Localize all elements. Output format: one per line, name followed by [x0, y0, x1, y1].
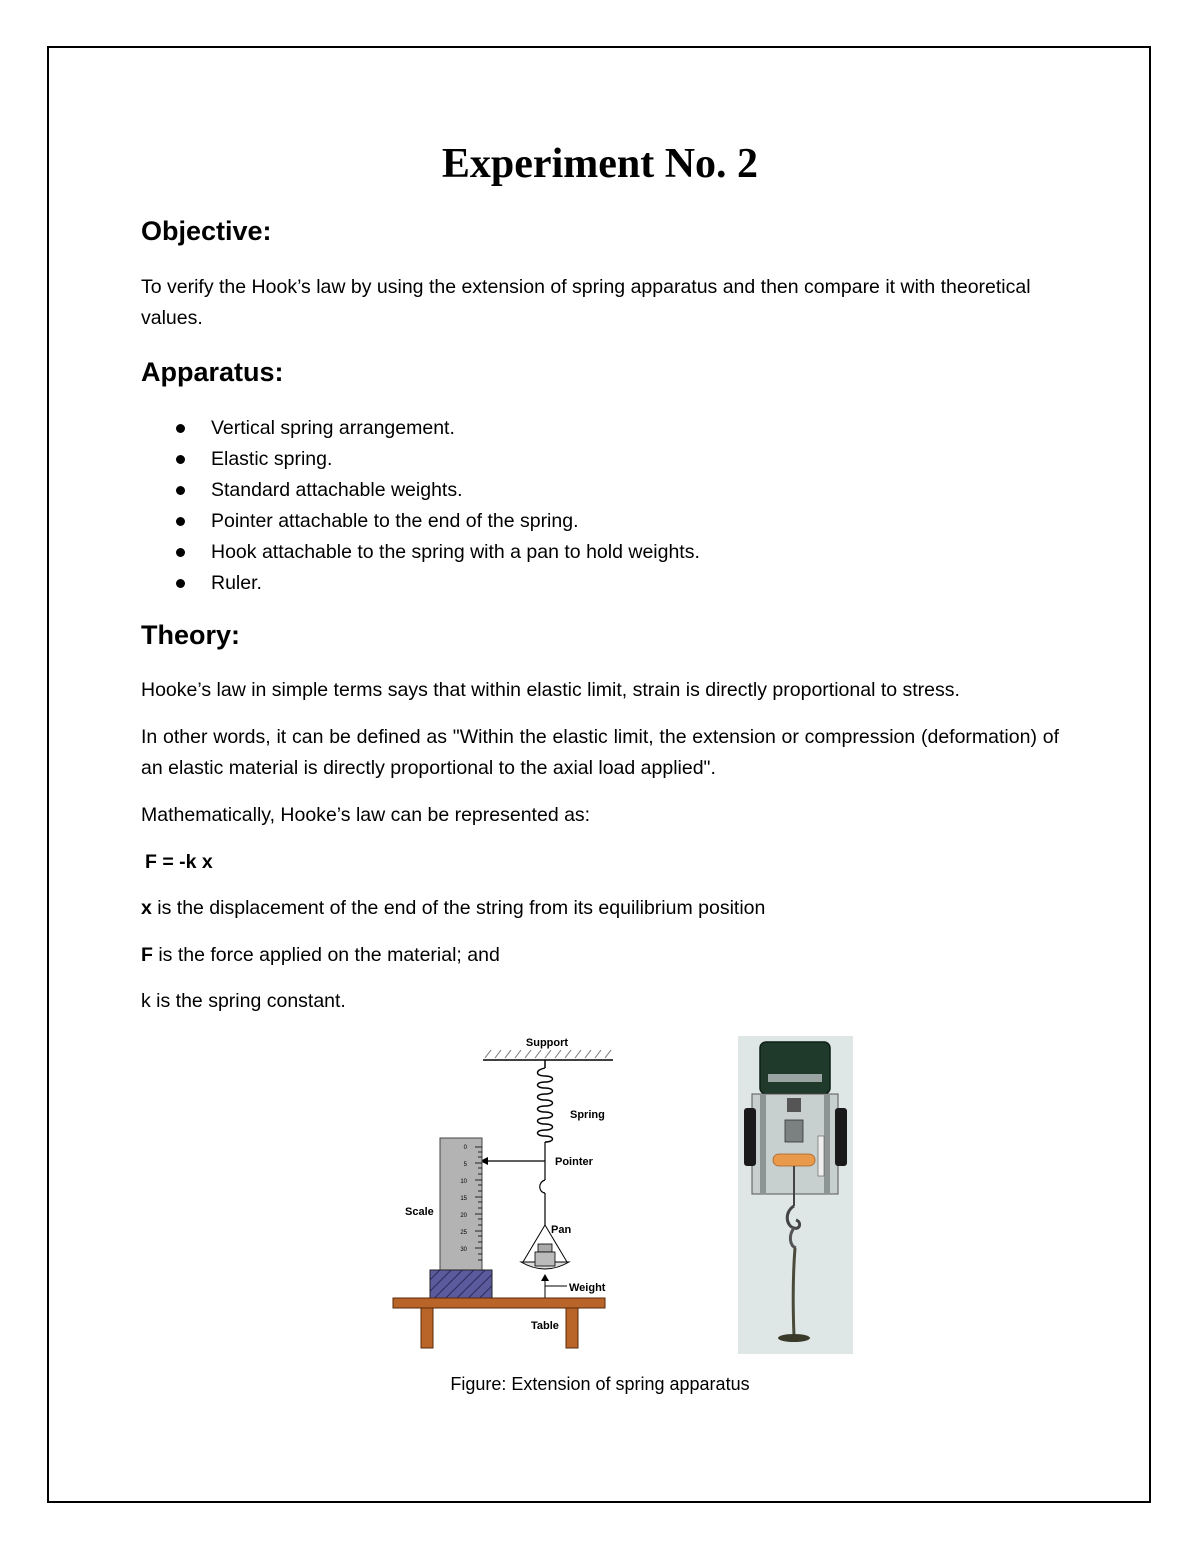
support-hatching — [485, 1050, 611, 1058]
symbol-x: x — [141, 897, 152, 919]
definition-f — [141, 940, 1059, 971]
apparatus-item: Vertical spring arrangement. — [141, 413, 700, 444]
apparatus-item: Pointer attachable to the end of the spring. — [141, 506, 700, 537]
apparatus-item: Elastic spring. — [141, 444, 700, 475]
definition-f-text: is the force applied on the material; and — [152, 944, 500, 966]
theory-heading: Theory: — [141, 620, 241, 650]
objective-heading: Objective: — [141, 216, 272, 246]
page-title: Experiment No. 2 — [441, 141, 759, 187]
spring-schematic — [385, 1030, 625, 1360]
scale-base — [430, 1270, 492, 1298]
scale-tick-label: 5 — [463, 1162, 467, 1168]
figure-caption: Figure: Extension of spring apparatus — [450, 1374, 750, 1394]
apparatus-item: Hook attachable to the spring with a pan to hold weights. — [141, 537, 700, 568]
label-weight: Weight — [569, 1282, 606, 1294]
table-top — [393, 1298, 605, 1308]
label-support: Support — [525, 1037, 569, 1049]
label-spring: Spring — [570, 1109, 605, 1121]
theory-paragraph-3: Mathematically, Hooke’s law can be represented as: — [141, 804, 591, 826]
apparatus-heading: Apparatus: — [141, 357, 284, 387]
table-leg — [566, 1308, 578, 1348]
objective-text: To verify the Hook’s law by using the extension of spring apparatus and then compare it with theoretical values. — [141, 276, 1031, 329]
label-table: Table — [531, 1320, 559, 1332]
hooke-formula: F = -k x — [145, 851, 213, 873]
theory-paragraph-2: In other words, it can be defined as "Within the elastic limit, the extension or compression (deformation) of an elastic material is directly proportional to the axial load applied". — [141, 726, 1059, 779]
label-pointer: Pointer — [555, 1156, 593, 1168]
apparatus-item: Standard attachable weights. — [141, 475, 700, 506]
definition-x-text: is the displacement of the end of the string from its equilibrium position — [151, 897, 766, 919]
scale-tick-label: 15 — [460, 1196, 467, 1202]
scale-tick-label: 0 — [463, 1145, 467, 1151]
weight-block — [535, 1252, 555, 1266]
apparatus-list — [141, 413, 700, 599]
scale-tick-label: 30 — [460, 1247, 467, 1253]
theory-paragraph-1: Hooke’s law in simple terms says that within elastic limit, strain is directly proportional to stress. — [141, 679, 960, 701]
symbol-f: F — [141, 944, 153, 966]
label-pan: Pan — [551, 1224, 572, 1236]
definition-x — [141, 893, 1059, 924]
scale-tick-label: 25 — [460, 1230, 467, 1236]
table-leg — [421, 1308, 433, 1348]
definition-k: k is the spring constant. — [141, 990, 346, 1012]
label-scale: Scale — [405, 1206, 434, 1218]
spring-coil — [538, 1068, 553, 1142]
apparatus-photo — [738, 1036, 853, 1354]
scale-tick-label: 10 — [460, 1179, 467, 1185]
apparatus-item: Ruler. — [141, 568, 700, 599]
scale-tick-label: 20 — [460, 1213, 467, 1219]
